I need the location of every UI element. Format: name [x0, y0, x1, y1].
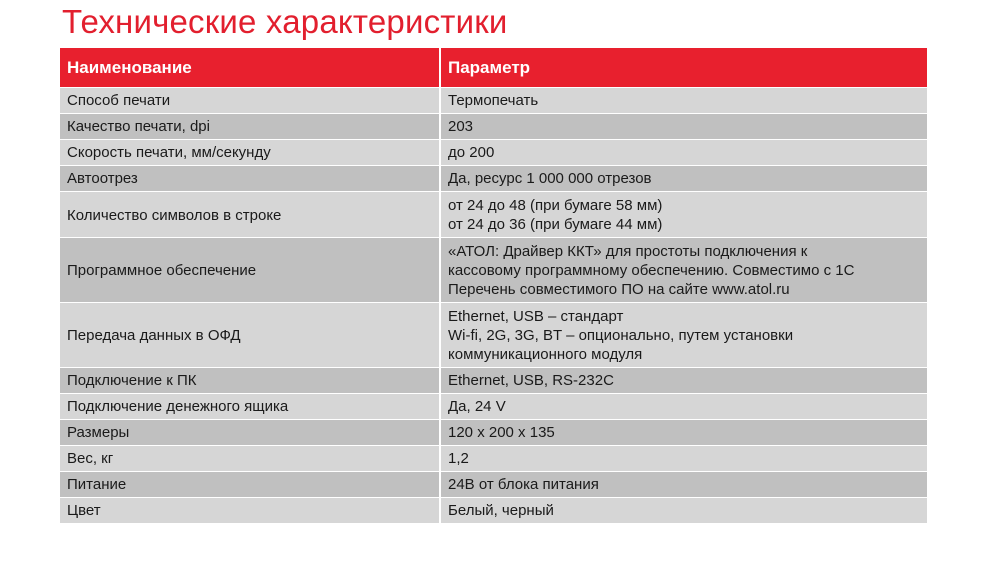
row-value-cell: Да, ресурс 1 000 000 отрезов	[440, 166, 927, 192]
table-row	[60, 368, 927, 394]
row-name-cell: Качество печати, dpi	[60, 114, 440, 140]
row-name-cell: Вес, кг	[60, 446, 440, 472]
row-value-cell: Ethernet, USB, RS-232C	[440, 368, 927, 394]
row-name-cell: Подключение денежного ящика	[60, 394, 440, 420]
row-name-cell: Количество символов в строке	[60, 192, 440, 238]
row-value-cell: Термопечать	[440, 88, 927, 114]
row-value-cell: 1,2	[440, 446, 927, 472]
row-value-cell: Белый, черный	[440, 498, 927, 524]
row-name-cell: Цвет	[60, 498, 440, 524]
table-row	[60, 114, 927, 140]
row-name-cell: Подключение к ПК	[60, 368, 440, 394]
table-row	[60, 303, 927, 368]
row-value-cell: «АТОЛ: Драйвер ККТ» для простоты подключения к кассовому программному обеспечению. Совместимо с 1С Перечень совместимого ПО на сайте www.atol.ru	[440, 238, 927, 303]
table-header-row	[60, 48, 927, 88]
table-row	[60, 192, 927, 238]
row-name-cell: Программное обеспечение	[60, 238, 440, 303]
table-row	[60, 420, 927, 446]
row-name-cell: Размеры	[60, 420, 440, 446]
row-name-cell: Передача данных в ОФД	[60, 303, 440, 368]
table-row	[60, 498, 927, 524]
table-row	[60, 238, 927, 303]
page-title: Технические характеристики	[62, 3, 508, 40]
column-header-name: Наименование	[60, 48, 440, 88]
row-name-cell: Способ печати	[60, 88, 440, 114]
row-value-cell: Да, 24 V	[440, 394, 927, 420]
table-row	[60, 88, 927, 114]
row-value-cell: 120 х 200 х 135	[440, 420, 927, 446]
row-value-cell: от 24 до 48 (при бумаге 58 мм) от 24 до 36 (при бумаге 44 мм)	[440, 192, 927, 238]
table-row	[60, 446, 927, 472]
column-header-parameter: Параметр	[440, 48, 927, 88]
row-name-cell: Автоотрез	[60, 166, 440, 192]
row-name-cell: Скорость печати, мм/секунду	[60, 140, 440, 166]
row-value-cell: 203	[440, 114, 927, 140]
table-row	[60, 140, 927, 166]
table-row	[60, 472, 927, 498]
row-value-cell: 24В от блока питания	[440, 472, 927, 498]
table-row	[60, 394, 927, 420]
spec-table	[60, 48, 927, 523]
row-name-cell: Питание	[60, 472, 440, 498]
row-value-cell: Ethernet, USB – стандарт Wi-fi, 2G, 3G, BT – опционально, путем установки коммуникационного модуля	[440, 303, 927, 368]
table-row	[60, 166, 927, 192]
row-value-cell: до 200	[440, 140, 927, 166]
